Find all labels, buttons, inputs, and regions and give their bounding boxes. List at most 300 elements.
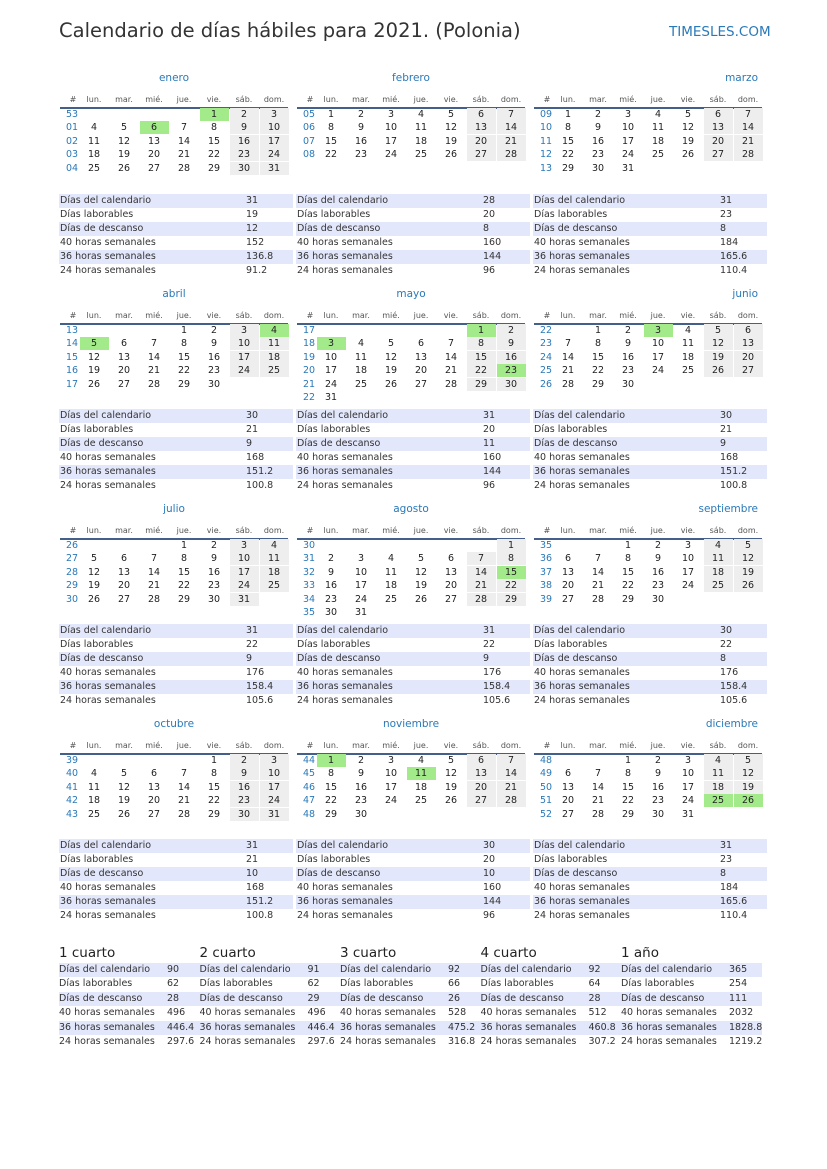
quarter-row xyxy=(59,1035,200,1049)
stats-label: Días de descanso xyxy=(534,438,618,449)
day-cell: 16 xyxy=(354,135,368,147)
quarter-label: Días de descanso xyxy=(621,992,705,1004)
day-cell: 1 xyxy=(180,540,188,551)
day-cell: 20 xyxy=(117,580,131,592)
stats-value: 21 xyxy=(246,854,259,865)
weekday-header: jue. xyxy=(650,311,666,320)
day-cell: 6 xyxy=(140,121,169,134)
day-cell: 19 xyxy=(734,781,763,794)
day-cell: 17 xyxy=(324,365,338,377)
stats-value: 9 xyxy=(246,438,253,449)
day-cell: 30 xyxy=(324,607,338,618)
stats-label: 36 horas semanales xyxy=(297,896,393,907)
weekday-header: sáb. xyxy=(709,95,727,104)
day-cell: 9 xyxy=(594,122,602,134)
day-cell: 14 xyxy=(591,781,605,793)
quarter-value: 307.2 xyxy=(588,1036,616,1047)
weekday-header: mar. xyxy=(589,311,607,320)
day-cell: 3 xyxy=(644,324,673,337)
week-number: 10 xyxy=(540,122,553,134)
day-cell: 14 xyxy=(444,351,458,363)
week-number: 08 xyxy=(303,149,316,161)
stats-row xyxy=(296,222,530,236)
month-calendar-febrero xyxy=(297,72,525,212)
month-stats-julio xyxy=(59,624,293,710)
quarter-label: 24 horas semanales xyxy=(340,1036,436,1047)
day-cell: 8 xyxy=(210,122,218,134)
day-cell: 22 xyxy=(324,795,338,807)
weekday-header: vie. xyxy=(680,526,696,535)
stats-label: Días de descanso xyxy=(297,868,381,879)
day-cell: 13 xyxy=(734,337,763,350)
stats-label: Días laborables xyxy=(60,209,134,220)
day-cell: 6 xyxy=(467,108,496,121)
stats-label: 40 horas semanales xyxy=(60,667,156,678)
site-link[interactable]: TIMESLES.COM xyxy=(669,24,771,40)
weekday-header: mar. xyxy=(115,526,133,535)
stats-row xyxy=(533,222,767,236)
stats-label: 24 horas semanales xyxy=(297,695,393,706)
day-cell: 4 xyxy=(357,338,365,350)
day-cell: 30 xyxy=(591,162,605,174)
week-number: 35 xyxy=(303,607,316,618)
stats-label: Días laborables xyxy=(297,424,371,435)
quarter-row xyxy=(621,1035,762,1049)
stats-label: Días del calendario xyxy=(60,195,152,206)
day-cell: 21 xyxy=(177,795,191,807)
month-name: agosto xyxy=(393,503,429,515)
day-cell: 13 xyxy=(467,767,496,780)
day-cell: 26 xyxy=(444,149,458,161)
quarter-summary xyxy=(59,945,200,1050)
weekday-header: mar. xyxy=(589,526,607,535)
weekday-header: # xyxy=(69,526,77,535)
quarter-label: 24 horas semanales xyxy=(199,1036,296,1047)
day-cell: 27 xyxy=(467,794,496,807)
stats-label: 24 horas semanales xyxy=(60,265,156,276)
weekday-header: vie. xyxy=(206,311,222,320)
stats-value: 28 xyxy=(483,195,496,206)
day-cell: 11 xyxy=(260,337,289,350)
week-number: 50 xyxy=(540,781,553,793)
stats-row xyxy=(533,208,767,222)
day-cell: 27 xyxy=(117,593,131,605)
stats-value: 8 xyxy=(720,868,727,879)
stats-label: 24 horas semanales xyxy=(60,480,156,491)
stats-row xyxy=(59,250,293,264)
quarter-row xyxy=(481,1021,622,1035)
quarter-label: Días laborables xyxy=(621,978,695,990)
day-cell: 26 xyxy=(681,149,695,161)
month-calendar-noviembre xyxy=(297,718,525,858)
day-cell: 19 xyxy=(681,135,695,147)
day-cell: 16 xyxy=(621,351,635,363)
stats-value: 11 xyxy=(483,438,496,449)
quarter-value: 365 xyxy=(729,964,748,975)
stats-row xyxy=(533,194,767,208)
weekday-header: mié. xyxy=(382,526,400,535)
day-cell: 13 xyxy=(147,781,161,793)
day-cell: 13 xyxy=(467,121,496,134)
day-cell: 23 xyxy=(591,149,605,161)
quarter-label: Días del calendario xyxy=(480,964,572,975)
stats-value: 151.2 xyxy=(246,896,274,907)
stats-row xyxy=(296,250,530,264)
stats-label: Días laborables xyxy=(534,424,608,435)
day-cell: 20 xyxy=(561,795,575,807)
stats-label: 40 horas semanales xyxy=(297,452,393,463)
week-number: 52 xyxy=(540,808,553,820)
weekday-header: lun. xyxy=(323,311,339,320)
month-calendar-julio xyxy=(60,503,288,643)
day-cell: 1 xyxy=(210,755,218,766)
day-cell: 23 xyxy=(354,149,368,161)
week-number: 28 xyxy=(66,566,79,578)
weekday-header: mié. xyxy=(145,95,163,104)
stats-row xyxy=(59,222,293,236)
quarter-row xyxy=(340,1035,481,1049)
stats-value: 165.6 xyxy=(720,896,748,907)
week-number: 18 xyxy=(303,338,316,350)
day-cell: 10 xyxy=(651,338,665,350)
stats-label: Días laborables xyxy=(534,209,608,220)
weekday-header: # xyxy=(543,526,551,535)
quarter-row xyxy=(340,977,481,991)
day-cell: 11 xyxy=(87,135,101,147)
week-number: 49 xyxy=(540,768,553,780)
weekday-header: # xyxy=(306,741,314,750)
stats-label: Días del calendario xyxy=(534,410,626,421)
day-cell: 23 xyxy=(651,795,665,807)
day-cell: 31 xyxy=(230,593,259,606)
weekday-header: jue. xyxy=(413,741,429,750)
month-name: junio xyxy=(732,288,758,300)
day-cell: 31 xyxy=(354,607,368,618)
stats-row xyxy=(296,409,530,423)
day-cell: 11 xyxy=(407,767,436,780)
quarter-label: 36 horas semanales xyxy=(199,1021,296,1033)
day-cell: 20 xyxy=(467,135,496,148)
stats-label: Días del calendario xyxy=(297,625,389,636)
stats-label: 24 horas semanales xyxy=(60,910,156,921)
stats-value: 176 xyxy=(720,667,739,678)
month-name: diciembre xyxy=(705,718,758,730)
day-cell: 26 xyxy=(734,794,763,807)
stats-label: 40 horas semanales xyxy=(297,667,393,678)
week-number: 06 xyxy=(303,122,316,134)
weekday-header: jue. xyxy=(413,311,429,320)
stats-label: Días de descanso xyxy=(297,438,381,449)
day-cell: 3 xyxy=(684,755,692,766)
day-cell: 20 xyxy=(734,351,763,364)
quarter-value: 28 xyxy=(588,992,601,1004)
quarter-label: Días laborables xyxy=(59,978,133,990)
quarter-value: 475.2 xyxy=(448,1021,476,1033)
stats-label: 24 horas semanales xyxy=(534,695,630,706)
day-cell: 7 xyxy=(180,122,188,134)
month-stats-abril xyxy=(59,409,293,495)
day-cell: 1 xyxy=(467,324,496,337)
day-cell: 12 xyxy=(87,566,101,578)
stats-label: Días del calendario xyxy=(297,195,389,206)
day-cell: 30 xyxy=(354,808,368,820)
weekday-header: sáb. xyxy=(235,741,253,750)
day-cell: 13 xyxy=(147,135,161,147)
quarter-title: 3 cuarto xyxy=(340,945,397,961)
day-cell: 24 xyxy=(260,794,289,807)
stats-label: 40 horas semanales xyxy=(534,452,630,463)
day-cell: 13 xyxy=(414,351,428,363)
day-cell: 11 xyxy=(384,566,398,578)
stats-label: Días de descanso xyxy=(534,868,618,879)
quarter-value: 1219.2 xyxy=(729,1036,763,1047)
weekday-header: mié. xyxy=(619,526,637,535)
stats-row xyxy=(59,451,293,465)
stats-row xyxy=(296,437,530,451)
day-cell: 10 xyxy=(681,553,695,565)
day-cell: 23 xyxy=(354,795,368,807)
month-name: septiembre xyxy=(698,503,758,515)
day-cell: 24 xyxy=(354,593,368,605)
day-cell: 27 xyxy=(147,162,161,174)
stats-value: 165.6 xyxy=(720,251,748,262)
stats-label: Días del calendario xyxy=(534,195,626,206)
stats-label: Días laborables xyxy=(534,854,608,865)
stats-value: 22 xyxy=(246,639,259,650)
day-cell: 19 xyxy=(444,135,458,147)
weekday-header: dom. xyxy=(737,741,759,750)
weekday-header: jue. xyxy=(413,526,429,535)
day-cell: 4 xyxy=(704,754,733,767)
stats-value: 21 xyxy=(720,424,733,435)
day-cell: 7 xyxy=(497,754,526,767)
day-cell: 19 xyxy=(87,365,101,377)
day-cell: 10 xyxy=(621,122,635,134)
quarter-value: 66 xyxy=(448,978,461,990)
day-cell: 11 xyxy=(704,767,733,780)
stats-label: Días de descanso xyxy=(534,223,618,234)
week-number: 11 xyxy=(540,135,553,147)
day-cell: 22 xyxy=(621,580,635,592)
day-cell: 3 xyxy=(357,553,365,565)
day-cell: 14 xyxy=(561,351,575,363)
day-cell: 17 xyxy=(230,351,259,364)
stats-row xyxy=(296,194,530,208)
quarter-title: 1 año xyxy=(621,945,659,961)
day-cell: 3 xyxy=(317,337,346,350)
day-cell: 15 xyxy=(497,566,526,579)
weekday-header: dom. xyxy=(500,526,522,535)
day-cell: 16 xyxy=(324,580,338,592)
week-number: 13 xyxy=(540,162,553,174)
day-cell: 2 xyxy=(210,325,218,336)
day-cell: 15 xyxy=(591,351,605,363)
quarter-row xyxy=(200,1006,341,1020)
quarter-row xyxy=(621,992,762,1006)
stats-row xyxy=(533,451,767,465)
stats-value: 151.2 xyxy=(720,466,748,477)
quarter-label: Días laborables xyxy=(340,978,414,990)
stats-label: Días del calendario xyxy=(297,840,389,851)
day-cell: 17 xyxy=(651,351,665,363)
day-cell: 24 xyxy=(384,795,398,807)
month-stats-agosto xyxy=(296,624,530,710)
day-cell: 6 xyxy=(447,553,455,565)
quarter-title: 2 cuarto xyxy=(199,945,256,961)
day-cell: 6 xyxy=(467,754,496,767)
day-cell: 23 xyxy=(207,580,221,592)
stats-label: 36 horas semanales xyxy=(60,896,156,907)
day-cell: 3 xyxy=(624,109,632,120)
weekday-header: mié. xyxy=(619,741,637,750)
day-cell: 22 xyxy=(207,795,221,807)
day-cell: 27 xyxy=(414,378,428,390)
month-name: enero xyxy=(158,72,190,84)
stats-label: Días de descanso xyxy=(60,653,144,664)
stats-row xyxy=(533,839,767,853)
day-cell: 8 xyxy=(497,552,526,565)
day-cell: 18 xyxy=(260,566,289,579)
month-calendar-octubre xyxy=(60,718,288,858)
quarter-value: 528 xyxy=(448,1007,467,1019)
day-cell: 11 xyxy=(414,122,428,134)
day-cell: 30 xyxy=(207,593,221,605)
week-number: 48 xyxy=(303,808,316,820)
day-cell: 16 xyxy=(230,135,259,148)
day-cell: 21 xyxy=(591,580,605,592)
day-cell: 4 xyxy=(684,325,692,336)
week-number: 12 xyxy=(540,149,553,161)
quarter-value: 92 xyxy=(588,964,601,975)
month-stats-diciembre xyxy=(533,839,767,925)
day-cell: 21 xyxy=(591,795,605,807)
weekday-header: mié. xyxy=(382,95,400,104)
day-cell: 30 xyxy=(497,378,526,391)
quarter-value: 92 xyxy=(448,964,461,975)
stats-value: 144 xyxy=(483,896,502,907)
stats-label: 40 horas semanales xyxy=(297,882,393,893)
day-cell: 16 xyxy=(354,781,368,793)
day-cell: 25 xyxy=(651,149,665,161)
month-stats-noviembre xyxy=(296,839,530,925)
stats-label: 40 horas semanales xyxy=(534,882,630,893)
weekday-header: # xyxy=(306,95,314,104)
day-cell: 23 xyxy=(621,365,635,377)
day-cell: 18 xyxy=(354,365,368,377)
weekday-header: lun. xyxy=(86,741,102,750)
day-cell: 27 xyxy=(704,148,733,161)
stats-label: Días de descanso xyxy=(297,223,381,234)
weekday-header: vie. xyxy=(443,95,459,104)
weekday-header: sáb. xyxy=(472,95,490,104)
stats-value: 176 xyxy=(483,667,502,678)
day-cell: 29 xyxy=(497,593,526,606)
weekday-header: dom. xyxy=(500,95,522,104)
day-cell: 14 xyxy=(591,566,605,578)
weekday-header: mié. xyxy=(145,526,163,535)
day-cell: 1 xyxy=(180,325,188,336)
stats-row xyxy=(296,881,530,895)
stats-row xyxy=(533,236,767,250)
day-cell: 6 xyxy=(120,553,128,565)
stats-label: 40 horas semanales xyxy=(534,237,630,248)
quarter-label: 36 horas semanales xyxy=(59,1021,155,1033)
weekday-header: sáb. xyxy=(709,526,727,535)
week-number: 32 xyxy=(303,566,316,578)
day-cell: 1 xyxy=(594,325,602,336)
day-cell: 25 xyxy=(384,593,398,605)
stats-label: 36 horas semanales xyxy=(297,466,393,477)
day-cell: 3 xyxy=(260,754,289,767)
day-cell: 9 xyxy=(357,122,365,134)
stats-value: 136.8 xyxy=(246,251,274,262)
day-cell: 24 xyxy=(681,795,695,807)
day-cell: 30 xyxy=(651,593,665,605)
day-cell: 16 xyxy=(207,566,221,578)
day-cell: 22 xyxy=(561,149,575,161)
stats-value: 31 xyxy=(483,410,496,421)
stats-row xyxy=(533,909,767,923)
day-cell: 20 xyxy=(444,580,458,592)
stats-row xyxy=(533,853,767,867)
header-rule xyxy=(297,538,525,540)
quarter-label: 40 horas semanales xyxy=(480,1007,577,1019)
day-cell: 19 xyxy=(384,365,398,377)
stats-label: Días de descanso xyxy=(534,653,618,664)
stats-row xyxy=(533,409,767,423)
weekday-header: sáb. xyxy=(472,311,490,320)
month-name: julio xyxy=(163,503,185,515)
month-calendar-mayo xyxy=(297,288,525,428)
stats-label: 40 horas semanales xyxy=(60,452,156,463)
day-cell: 28 xyxy=(591,808,605,820)
day-cell: 13 xyxy=(117,351,131,363)
month-stats-enero xyxy=(59,194,293,280)
day-cell: 2 xyxy=(357,755,365,766)
stats-row xyxy=(533,680,767,694)
stats-value: 160 xyxy=(483,882,502,893)
day-cell: 5 xyxy=(120,768,128,780)
month-calendar-diciembre xyxy=(534,718,762,858)
stats-row xyxy=(533,666,767,680)
day-cell: 7 xyxy=(150,338,158,350)
week-number: 23 xyxy=(540,338,553,350)
stats-label: 36 horas semanales xyxy=(60,251,156,262)
day-cell: 27 xyxy=(561,593,575,605)
day-cell: 18 xyxy=(260,351,289,364)
quarter-label: Días del calendario xyxy=(621,964,713,975)
stats-value: 184 xyxy=(720,237,739,248)
day-cell: 11 xyxy=(681,338,695,350)
day-cell: 23 xyxy=(230,794,259,807)
week-number: 43 xyxy=(66,808,79,820)
quarter-summary xyxy=(481,945,622,1050)
stats-value: 144 xyxy=(483,466,502,477)
stats-row xyxy=(533,465,767,479)
day-cell: 18 xyxy=(704,781,733,794)
week-number: 20 xyxy=(303,365,316,377)
day-cell: 8 xyxy=(564,122,572,134)
weekday-header: mar. xyxy=(115,95,133,104)
stats-row xyxy=(296,264,530,278)
day-cell: 22 xyxy=(207,149,221,161)
day-cell: 2 xyxy=(654,755,662,766)
day-cell: 29 xyxy=(177,378,191,390)
day-cell: 7 xyxy=(447,338,455,350)
stats-row xyxy=(533,624,767,638)
quarter-value: 29 xyxy=(307,992,320,1004)
stats-value: 12 xyxy=(246,223,259,234)
